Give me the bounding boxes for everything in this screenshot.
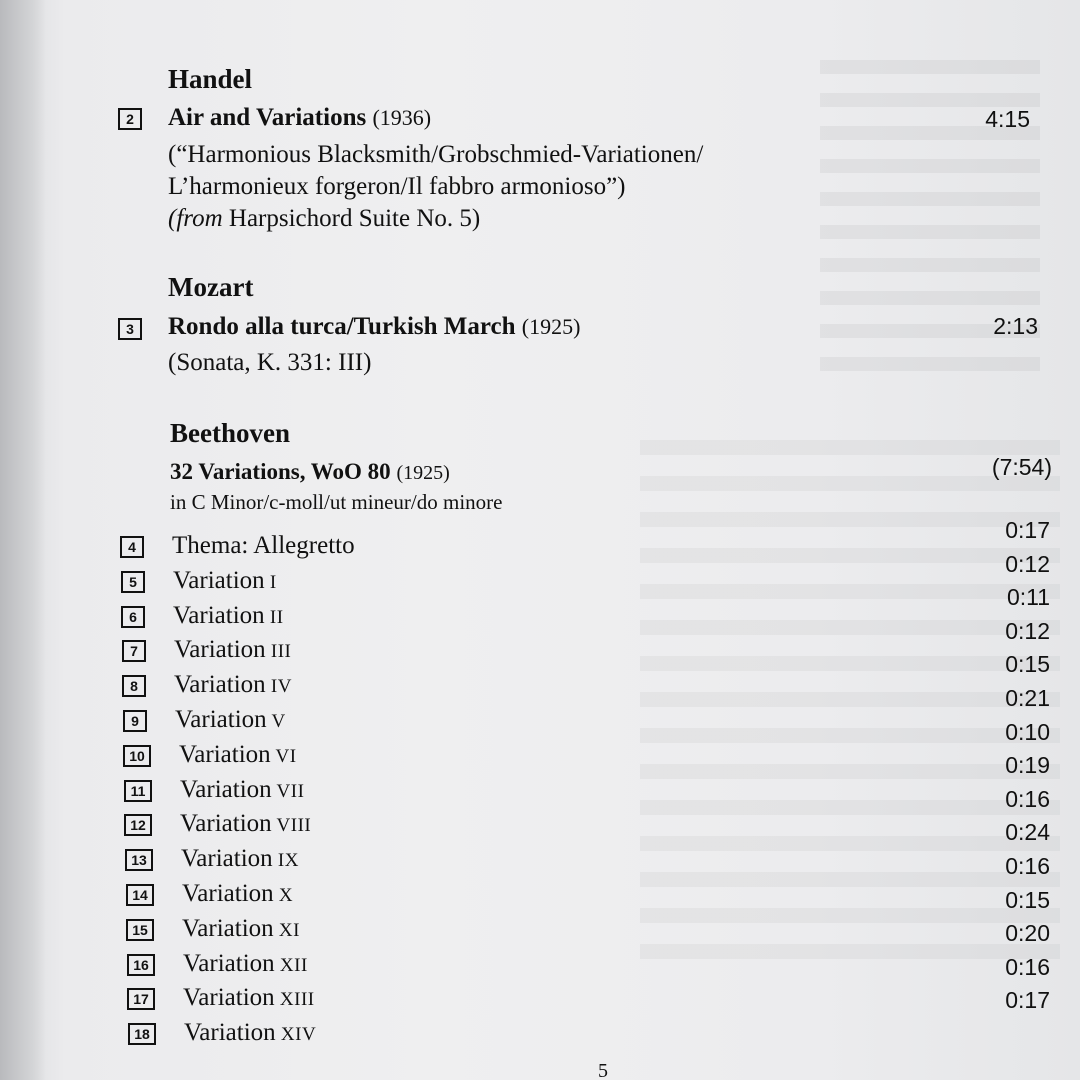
track-label-text: Variation <box>173 566 265 594</box>
track-number-box <box>122 675 146 697</box>
track-title <box>175 706 286 734</box>
track-label-text: Variation <box>182 914 274 942</box>
track-duration: 0:21 <box>1005 685 1050 711</box>
track-subtitle-line: (Sonata, K. 331: III) <box>168 349 372 376</box>
composer-heading-beethoven: Beethoven <box>170 418 290 448</box>
track-number-box <box>127 988 155 1010</box>
work-total-duration: (7:54) <box>991 454 1052 480</box>
track-number: 18 <box>128 1023 156 1045</box>
track-title <box>174 636 291 664</box>
track-title <box>182 915 300 943</box>
track-number-box <box>126 919 154 941</box>
track-duration: 0:15 <box>1005 886 1050 913</box>
page-fold-shadow <box>0 0 46 1080</box>
track-label-text: Thema: Allegretto <box>172 532 355 559</box>
track-label-text: Variation <box>184 1019 276 1047</box>
track-title <box>173 602 284 630</box>
track-number: 9 <box>123 710 147 732</box>
track-label-text: Variation <box>174 671 266 699</box>
track-duration: 0:16 <box>1005 785 1050 812</box>
track-number-box <box>127 954 155 976</box>
track-number-box <box>124 814 152 836</box>
track-roman-numeral: IX <box>272 850 299 872</box>
track-number-box <box>125 849 153 871</box>
track-duration: 0:17 <box>1005 987 1050 1014</box>
track-title <box>180 776 304 804</box>
track-number: 7 <box>122 640 146 662</box>
track-duration: 0:17 <box>1005 517 1050 543</box>
track-title-handel: Air and Variations (1936) <box>168 104 432 131</box>
track-duration: 4:15 <box>985 106 1030 132</box>
track-roman-numeral: III <box>265 641 292 663</box>
track-source-line: (from Harpsichord Suite No. 5) <box>168 205 481 232</box>
track-duration: 0:16 <box>1005 953 1050 980</box>
track-duration: 0:24 <box>1005 819 1050 846</box>
track-title <box>182 880 293 908</box>
track-roman-numeral: XII <box>274 954 308 976</box>
track-title <box>172 532 355 560</box>
track-number: 12 <box>124 814 152 836</box>
track-label-text: Variation <box>179 740 271 768</box>
track-label-text: Variation <box>181 845 273 873</box>
track-number: 13 <box>125 849 153 871</box>
track-duration: 2:13 <box>993 313 1038 339</box>
track-number-box <box>123 745 151 767</box>
track-roman-numeral: VII <box>271 780 305 802</box>
track-label-text: Variation <box>175 706 267 733</box>
track-number-box <box>120 536 144 558</box>
track-title-mozart: Rondo alla turca/Turkish March (1925) <box>168 313 581 340</box>
track-number-box: 3 <box>118 318 142 340</box>
track-label-text: Variation <box>183 949 275 977</box>
track-number-box <box>123 710 147 732</box>
composer-heading-handel: Handel <box>168 64 253 94</box>
track-number: 14 <box>126 884 154 906</box>
track-roman-numeral: X <box>273 885 294 906</box>
track-number: 8 <box>122 675 146 697</box>
composer-heading-mozart: Mozart <box>168 272 254 302</box>
track-roman-numeral: IV <box>265 676 292 698</box>
track-title <box>174 671 292 699</box>
track-number-box <box>121 571 145 593</box>
track-label-text: Variation <box>174 636 266 664</box>
track-label-text: Variation <box>182 880 274 907</box>
track-title <box>183 984 315 1012</box>
track-duration: 0:12 <box>1005 550 1050 577</box>
track-duration: 0:19 <box>1005 752 1050 779</box>
track-number: 10 <box>123 745 151 767</box>
track-duration: 0:12 <box>1005 617 1050 644</box>
track-subtitle-line: (“Harmonious Blacksmith/Grobschmied-Variationen/ <box>168 141 704 168</box>
track-roman-numeral: V <box>266 711 286 732</box>
track-number-box <box>126 884 154 906</box>
track-number: 17 <box>127 988 155 1010</box>
track-roman-numeral: I <box>264 571 277 593</box>
track-number: 6 <box>121 606 145 628</box>
track-label-text: Variation <box>180 775 272 803</box>
track-duration: 0:15 <box>1005 651 1050 678</box>
work-title-beethoven: 32 Variations, WoO 80 (1925) <box>170 459 450 484</box>
track-duration: 0:10 <box>1005 718 1050 745</box>
track-number-box <box>122 640 146 662</box>
track-roman-numeral: VIII <box>271 815 312 837</box>
track-title <box>181 845 299 873</box>
track-subtitle-line: L’harmonieux forgeron/Il fabbro armonioso”) <box>168 173 626 200</box>
track-number-box <box>128 1023 156 1045</box>
work-key-line: in C Minor/c-moll/ut mineur/do minore <box>170 490 503 514</box>
track-number-box: 2 <box>118 108 142 130</box>
track-title <box>179 741 297 769</box>
track-label-text: Variation <box>183 984 275 1012</box>
track-label-text: Variation <box>180 810 272 838</box>
track-roman-numeral: XIII <box>274 989 315 1011</box>
track-roman-numeral: XIV <box>275 1024 317 1046</box>
track-roman-numeral: II <box>264 606 284 628</box>
track-number: 4 <box>120 536 144 558</box>
track-title <box>183 950 308 978</box>
track-duration: 0:16 <box>1005 853 1050 879</box>
track-number: 11 <box>124 780 152 802</box>
track-number-box <box>124 780 152 802</box>
track-number: 15 <box>126 919 154 941</box>
track-number: 16 <box>127 954 155 976</box>
track-roman-numeral: VI <box>270 745 297 767</box>
track-duration: 0:11 <box>1006 584 1050 611</box>
page-number: 5 <box>598 1060 608 1080</box>
track-duration: 0:20 <box>1005 920 1050 947</box>
track-title <box>173 567 277 595</box>
track-label-text: Variation <box>173 601 265 629</box>
track-number-box <box>121 606 145 628</box>
track-title <box>184 1019 316 1047</box>
track-roman-numeral: XI <box>273 919 300 941</box>
track-number: 5 <box>121 571 145 593</box>
track-title <box>180 810 311 838</box>
